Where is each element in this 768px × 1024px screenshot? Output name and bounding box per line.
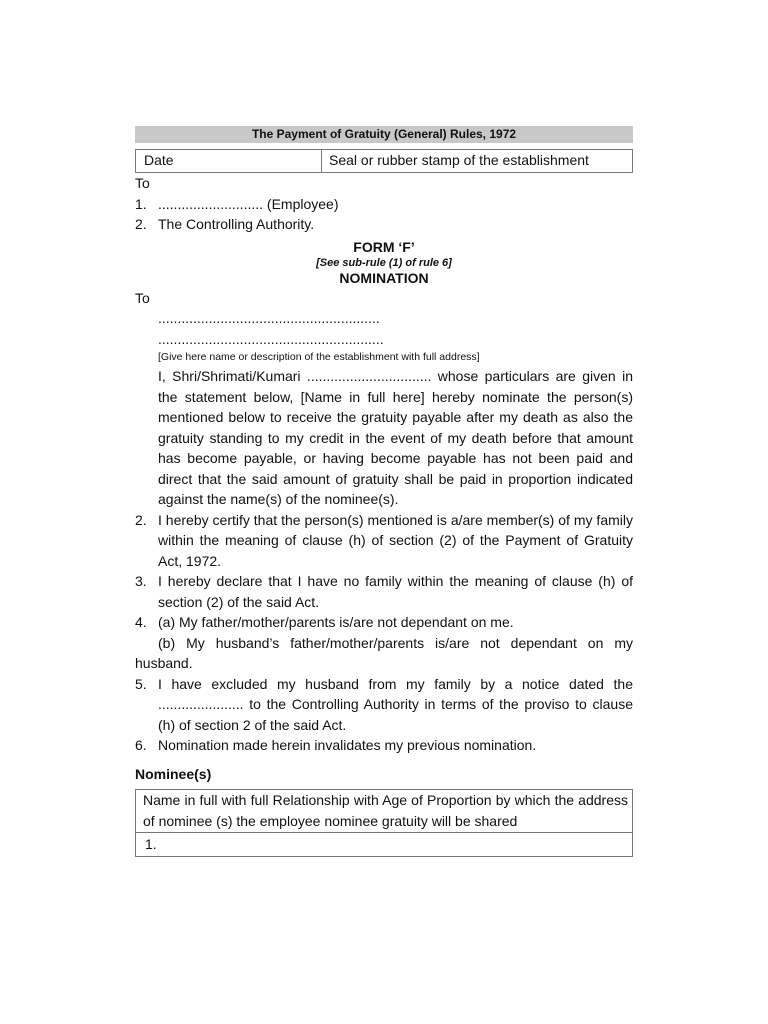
list-item [135,510,633,572]
date-seal-table [135,149,633,173]
addressee-num: 1. [135,195,147,212]
item-text: Nomination made herein invalidates my previous nomination. [158,737,537,753]
item-num: 4. [135,614,147,630]
item-num: 5. [135,675,147,692]
list-item [135,571,633,612]
form-subrule: [See sub-rule (1) of rule 6] [316,256,452,269]
paragraph-1: I, Shri/Shrimati/Kumari ................................ whose particulars are given in the statement below, [Name in full here] hereby nominate the person(s) mentioned below to receive the gratuity payable after my death as also the gratuity standing to my credit in the event of my death before that amount has become payable, or having become payable has not been paid and direct that the said amount of gratuity shall be paid in proportion indicated against the name(s) of the nominee(s). [158,368,633,507]
addressee-num: 2. [135,216,147,232]
item-text: I hereby certify that the person(s) mentioned is a/are member(s) of my family within the meaning of clause (h) of section (2) of the Payment of Gratuity Act, 1972. [158,511,633,569]
form-page [135,126,633,857]
address-dots-2: .......................................................... [158,330,384,347]
nominee-table-header: Name in full with full Relationship with Age of Proportion by which the address of nominee (s) the employee nominee gratuity will be shared [136,790,632,833]
nomination-title: NOMINATION [339,269,429,286]
to-label-2: To [135,289,150,306]
addressee-employee [135,194,633,215]
list-item [135,674,633,736]
nominee-table [135,789,633,857]
list-item [135,735,633,756]
item-text: I have excluded my husband from my family by a notice dated the ...................... to the Controlling Authority in terms of the proviso to clause (h) of section 2 of the said Act. [158,675,633,733]
item-num: 3. [135,573,147,589]
addressee-text: ........................... (Employee) [158,195,339,212]
form-title: FORM ‘F’ [353,238,415,255]
address-instruction: [Give here name or description of the establishment with full address] [158,351,480,363]
item-4b-text: (b) My husband’s father/mother/parents is/are not dependant on my husband. [135,634,633,671]
item-num: 2. [135,511,147,528]
item-text: I hereby declare that I have no family within the meaning of clause (h) of section (2) of the said Act. [158,573,633,610]
nominees-heading: Nominee(s) [135,765,212,782]
date-cell: Date [136,150,322,172]
seal-cell: Seal or rubber stamp of the establishment [329,152,589,168]
nominee-row-1: 1. [145,835,157,852]
rules-title: The Payment of Gratuity (General) Rules, 1972 [135,126,633,143]
address-dots-1: ......................................................... [158,310,380,326]
list-item [135,612,633,633]
addressee-text: The Controlling Authority. [158,216,315,232]
addressee-authority [135,214,633,235]
item-text: (a) My father/mother/parents is/are not dependant on me. [158,614,514,630]
item-num: 6. [135,737,147,753]
to-label-1: To [135,175,150,191]
